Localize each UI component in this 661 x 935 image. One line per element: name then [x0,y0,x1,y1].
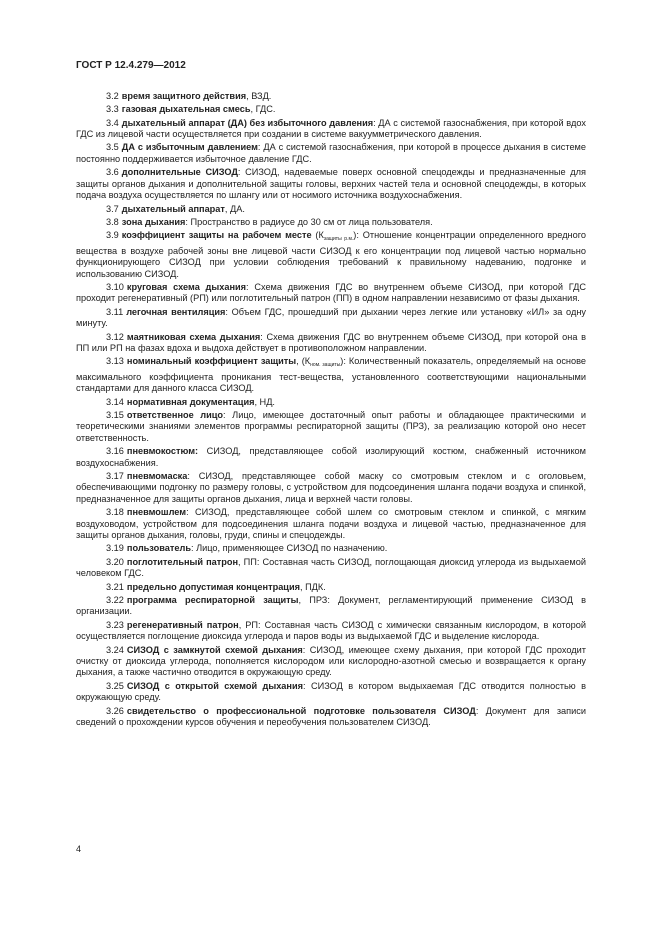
definition-entry [76,543,586,554]
definition-text: : Документ для записи сведений о прохождении курсов обучения и переобучения пользователем СИЗОД. [76,705,586,728]
definition-term: круговая схема дыхания [126,281,247,292]
definition-text: : СИЗОД, надеваемые поверх основной спецодежды и предназначенные для защиты органов дыхания и дополнительной защиты головы, верхних частей тела и основной спецодежды, в которых подача воздуха осуществляется по шлангу или от носимого источника воздухоснабжения. [76,167,586,201]
definition-term: поглотительный патрон [126,556,239,567]
definition-text: : СИЗОД, имеющее схему дыхания, при которой ГДС проходит очистку от диоксида углерода, пополняется кислородом или кислородно-азотной смесью и возвращается к органу дыхания, а также частично отводится в окружающую среду. [76,644,586,678]
definition-text: , ПДК. [299,581,326,592]
definition-entry [76,91,586,102]
definition-entry [76,645,586,679]
definition-entry [76,595,586,618]
definition-term: газовая дыхательная смесь [121,104,251,115]
definition-term: маятниковая схема дыхания [126,331,261,342]
definition-number: 3.16 [106,446,124,457]
definition-entry [76,446,586,469]
definition-text: : ДА с системой газоснабжения, при которой в процессе дыхания в системе постоянно поддерживается избыточное давление ГДС. [76,142,586,164]
definition-entry [76,142,586,165]
definition-entry [76,356,586,394]
definition-number: 3.6 [106,167,119,178]
definition-text: : СИЗОД, представляющее собой шлем со смотровым стеклом и спинкой, с мягким воздуховодом, устройством для подсоединения шланга подачи воздуха и лицевой частью, предназначенное для защиты органов дыхания, головы, груди, спины и спецодежды. [76,507,586,541]
definition-text: : Схема движения ГДС во внутреннем объеме СИЗОД, при которой ГДС проходит регенеративный (РП) или поглотительный патрон (ПП) в одном направлении независимо от фазы дыхания. [76,281,587,304]
definition-number: 3.19 [106,543,124,554]
definition-text: : Лицо, имеющее достаточный опыт работы и обладающее практическими и теоретическими знаниями элементов программы респираторной защиты (ПРЗ), за реализацию которой оно несет ответственность. [76,409,587,443]
definition-text: : Объем ГДС, прошедший при дыхании через легкие или установку «ИЛ» за одну минуту. [76,306,586,329]
definition-text: , НД. [254,396,275,407]
definition-text: , ГДС. [250,104,276,115]
definition-text: : Пространство в радиусе до 30 см от лица пользователя. [185,216,433,227]
definitions-list [76,91,586,730]
definition-symbol: , (К [296,356,311,367]
definition-number: 3.21 [106,581,124,592]
definition-number: 3.5 [106,142,119,153]
definition-entry [76,706,586,729]
definition-symbol-subscript: ном. защиты [310,362,341,369]
definition-number: 3.4 [106,117,119,128]
definition-entry [76,620,586,643]
definition-text: ): Отношение концентрации определенного вредного вещества в воздухе рабочей зоны вне лицевой части СИЗОД к его концентрации под лицевой частью нормально функционирующего СИЗОД при условии соблюдения требований к правильному надеванию, подгонке и использованию СИЗОД. [76,230,587,279]
definition-text: , РП: Составная часть СИЗОД с химически связанным кислородом, в которой осуществляется поглощение диоксида углерода и паров воды из выдыхаемой ГДС и выделение кислорода. [76,619,586,642]
definition-term: номинальный коэффициент защиты [126,356,297,367]
definition-entry [76,507,586,541]
definition-term: пневмокостюм: [126,446,199,457]
definition-number: 3.7 [106,203,119,214]
definition-entry [76,230,586,280]
definition-number: 3.9 [106,230,119,241]
definition-text: : СИЗОД, представляющее собой маску со смотровым стеклом и с оголовьем, обеспечивающими подгонку по размеру головы, с устройством для подсоединения шланга подачи воздуха и спинкой, предназначенное для защиты органов дыхания, лица и верхней части головы. [76,470,586,504]
definition-entry [76,681,586,704]
definition-number: 3.8 [106,216,119,227]
definition-entry [76,204,586,215]
definition-number: 3.11 [106,306,124,317]
definition-term: зона дыхания [121,216,186,227]
definition-number: 3.26 [106,705,124,716]
definition-symbol-subscript: защиты р.м. [323,236,354,243]
definition-term: пользователь [126,543,191,554]
definition-term: коэффициент защиты на рабочем месте [121,230,312,241]
definition-number: 3.22 [106,594,124,605]
definition-entry [76,167,586,201]
definition-number: 3.13 [106,356,124,367]
definition-term: ответственное лицо [126,409,224,420]
page-number: 4 [76,844,82,854]
definition-term: свидетельство о профессиональной подготовке пользователя СИЗОД [126,705,476,716]
definition-entry [76,217,586,228]
definition-text: ): Количественный показатель, определяемый на основе максимального коэффициента проникания тест-вещества, установленного соответствующими национальными стандартами для данного класса СИЗОД. [76,356,587,394]
definition-text: : СИЗОД в котором выдыхаемая ГДС отводится полностью в окружающую среду. [76,680,586,703]
definition-number: 3.18 [106,507,124,518]
definition-text: : Схема движения ГДС во внутреннем объеме СИЗОД, при которой она в ПП или РП на фазах вдоха и выдоха действует в противоположном направлении. [76,331,586,353]
definition-term: время защитного действия [121,91,247,101]
definition-term: дыхательный аппарат [121,203,225,214]
definition-term: дыхательный аппарат (ДА) без избыточного давления [121,117,374,128]
definition-number: 3.15 [106,409,124,420]
definition-term: пневмомаска [126,470,188,481]
definition-number: 3.25 [106,680,124,691]
definition-number: 3.3 [106,104,119,115]
definition-text: : Лицо, применяющее СИЗОД по назначению. [191,543,388,554]
definition-entry [76,557,586,580]
definition-entry [76,104,586,115]
definition-number: 3.17 [106,470,124,481]
definition-entry [76,410,586,444]
definition-text: : ДА с системой газоснабжения, при которой вдох ГДС из лицевой части осуществляется при создании в системе вакуумметрического давления. [76,117,587,140]
definition-text: , ПП: Составная часть СИЗОД, поглощающая диоксид углерода из выдыхаемой человеком ГДС. [76,556,586,579]
definition-term: предельно допустимая концентрация [126,581,300,592]
definition-number: 3.20 [106,556,124,567]
definition-term: ДА с избыточным давлением [121,142,258,153]
definition-number: 3.23 [106,619,124,630]
definition-number: 3.2 [106,91,119,101]
definition-text: , ДА. [224,203,245,214]
definition-term: пневмошлем [126,507,187,518]
definition-number: 3.10 [106,281,124,292]
definition-entry [76,582,586,593]
definition-text: СИЗОД, представляющее собой изолирующий костюм, снабженный источником воздухоснабжения. [76,446,586,468]
page-header-standard-code: ГОСТ Р 12.4.279—2012 [76,60,186,71]
definition-term: нормативная документация [126,396,255,407]
definition-term: СИЗОД с замкнутой схемой дыхания [126,644,303,655]
definition-entry [76,332,586,355]
definition-term: регенеративный патрон [126,619,239,630]
definition-number: 3.24 [106,644,124,655]
definition-entry [76,118,586,141]
definition-entry [76,471,586,505]
definition-term: СИЗОД с открытой схемой дыхания [126,680,303,691]
definition-term: дополнительные СИЗОД [121,167,238,178]
definition-text: , ПРЗ: Документ, регламентирующий применение СИЗОД в организации. [76,594,586,617]
definition-entry [76,282,586,305]
definition-term: легочная вентиляция [126,306,226,317]
definition-symbol: (К [311,230,324,241]
definition-entry [76,397,586,408]
definition-text: , ВЗД. [246,91,272,101]
definition-number: 3.12 [106,331,124,342]
definition-term: программа респираторной защиты [126,594,299,605]
definition-entry [76,307,586,330]
definition-number: 3.14 [106,396,124,407]
